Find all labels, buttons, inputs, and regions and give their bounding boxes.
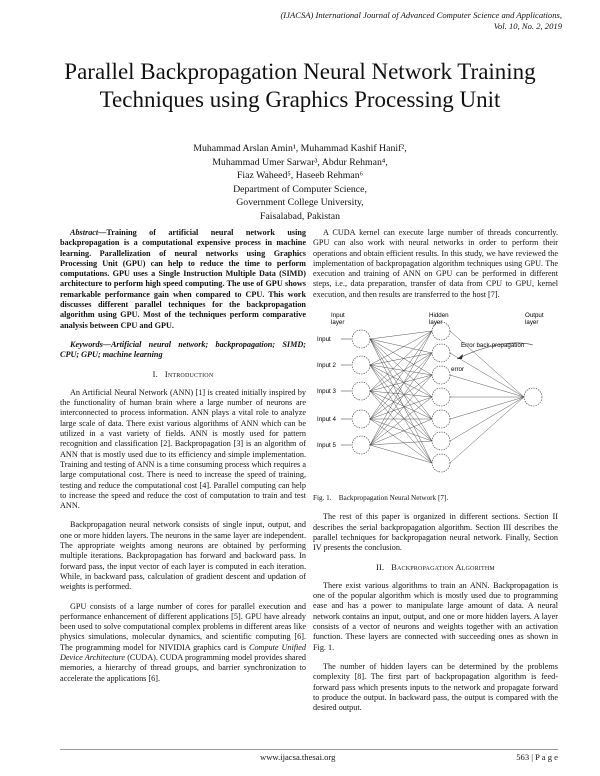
title-line-1: Parallel Backpropagation Neural Network Training — [64, 59, 536, 84]
input-hidden-edge — [370, 353, 432, 445]
section-title-2: Backpropagation Algorithm — [391, 562, 495, 572]
input-label: Input 4 — [317, 416, 336, 424]
input-label: Input 5 — [317, 442, 336, 450]
input-hidden-edge — [370, 391, 432, 463]
page-footer — [60, 752, 558, 766]
input-hidden-edge — [370, 397, 432, 419]
keywords-text: Artificial neural network; backpropagation; SIMD; CPU; GPU; machine learning — [60, 339, 306, 360]
hidden-layer-label-line1: Hidden — [429, 312, 449, 320]
right-column — [313, 228, 558, 722]
hidden-neuron — [432, 410, 450, 428]
section-heading-backprop — [313, 563, 558, 573]
hidden-output-edge — [450, 353, 524, 397]
title-line-2: Techniques using Graphics Processing Unit — [99, 87, 501, 112]
abstract-label: Abstract— — [70, 228, 107, 237]
input-hidden-edge — [370, 391, 432, 419]
input-neuron — [352, 356, 370, 374]
input-hidden-edge — [370, 365, 432, 463]
section-title: Introduction — [164, 369, 214, 379]
hidden-neuron — [432, 454, 450, 472]
intro-paragraph-1: An Artificial Neural Network (ANN) [1] is created initially inspired by the functionality of human brain where a large number of neurons are interconnected to process information. ANN plays a vital role to analyze large scale of data. There exist various algorithms of ANN which can be utilized in a vast variety of fields. ANN is mostly used for pattern recognition and classification [2]. Backpropagation [3] is an algorithm of ANN that is mostly used due to its efficiency and simple implementation. Training and testing of ANN is a time consuming process which requires a large computational cost. There is need to increase the speed of training, testing and reduce the computational cost [4]. Parallel computing can help to increase the speed and reduce the cost of computation to train and test ANN. — [60, 387, 306, 511]
section-heading-introduction — [60, 370, 306, 380]
right-paragraph-1: A CUDA kernel can execute large number of threads concurrently. GPU can also work with neural networks in order to perform their operations and obtain efficient results. In this study, we have reviewed the implementation of backpropagation algorithm techniques using GPU. The execution and training of ANN on GPU can be performed in different steps, i.e., data preparation, transfer of data from CPU to GPU, kernel execution, and then results are transferred to the host [7]. — [313, 228, 558, 299]
authors-line-3: Fiaz Waheed⁵, Haseeb Rehman⁶ — [236, 170, 364, 182]
intro-p3-part-c: (CUDA). CUDA programming model provides shared memories, a hierarchy of thread groups, and barrier synchronization to accelerate the applications [6]. — [60, 652, 307, 683]
intro-paragraph-2: Backpropagation neural network consists of single input, output, and one or more hidden layers. The neurons in the same layer are independent. The appropriate weights among neurons are obtained by performing multiple iterations. Backpropagation has forward and backward pass. In forward pass, the input vector of each layer is computed in each iteration. While, in backward pass, calculation of gradient descent and updation of weights is performed. — [60, 520, 306, 592]
hidden-neuron — [432, 344, 450, 362]
page-number: 563 | P a g e — [516, 752, 558, 762]
paper-title — [40, 58, 560, 114]
output-layer-label-line2: layer — [525, 319, 539, 327]
hidden-output-edge — [450, 397, 524, 419]
input-labels — [317, 336, 351, 449]
hidden-output-edge — [450, 375, 524, 397]
input-label: Input — [317, 336, 331, 344]
output-layer-label — [525, 312, 544, 326]
backprop-network-figure — [311, 309, 559, 489]
footer-url[interactable]: www.ijacsa.thesai.org — [260, 752, 336, 762]
intro-paragraph-3 — [60, 602, 306, 684]
hidden-neuron — [432, 432, 450, 450]
input-hidden-edge — [370, 445, 432, 463]
input-hidden-edge — [370, 331, 432, 391]
input-neuron — [352, 330, 370, 348]
error-backprop-label: Error back-propagation — [461, 342, 525, 350]
left-column — [60, 228, 306, 693]
section-number: I. — [152, 369, 158, 379]
input-label: Input 2 — [317, 362, 336, 370]
affiliation-dept: Department of Computer Science, — [233, 183, 367, 195]
section-number-2: II. — [376, 562, 385, 572]
input-layer-label-line2: layer — [331, 319, 345, 327]
input-neuron — [352, 410, 370, 428]
keywords-label: Keywords— — [70, 339, 111, 349]
right-paragraph-3: There exist various algorithms to train an ANN. Backpropagation is one of the popular algorithm which is mostly used due to programming ease and has a power to manipulate large amount of data. A neural network contains an input, output, and one or more hidden layers. A layer consists of a vector of neurons and weights together with an activation function. These layers are connected with succeeding ones as shown in Fig. 1. — [313, 580, 558, 652]
hidden-output-edge — [450, 331, 524, 397]
output-neuron — [524, 388, 542, 406]
figure-caption: Fig. 1. Backpropagation Neural Network [7]. — [313, 494, 449, 503]
abstract-text: Training of artificial neural network using backpropagation is a computational expensive process in machine learning. Parallelization of neural networks using Graphics Processing Unit (GPU) can help to reduce the time to perform computations. GPU uses a Single Instruction Multiple Data (SIMD) architecture to perform high speed computing. The use of GPU shows remarkable performance gain when compared to CPU. This work discusses different parallel techniques for the backpropagation algorithm using GPU. Most of the techniques perform comparative analysis between CPU and GPU. — [60, 228, 306, 330]
error-node-label: error — [451, 366, 465, 374]
hidden-output-edge — [450, 397, 524, 441]
authors-line-2: Muhammad Umer Sarwar³, Abdur Rehman⁴, — [212, 156, 388, 168]
right-paragraph-4: The number of hidden layers can be determined by the problems complexity [8]. The first part of backpropagation algorithm is feed-forward pass which presents inputs to the network and propagate forward to produce the output. In backward pass, the output is compared with the desired output. — [313, 661, 558, 713]
journal-name: (IJACSA) International Journal of Advanced Computer Science and Applications, — [280, 10, 562, 20]
affiliation-city: Faisalabad, Pakistan — [260, 210, 340, 222]
input-neuron — [352, 436, 370, 454]
journal-volume: Vol. 10, No. 2, 2019 — [493, 21, 562, 31]
input-layer-label-line1: Input — [331, 312, 345, 320]
input-layer-label — [331, 312, 345, 326]
affiliation-univ: Government College University, — [236, 197, 364, 209]
input-neuron — [352, 382, 370, 400]
authors-line-1: Muhammad Arslan Amin¹, Muhammad Kashif Hanif², — [193, 143, 407, 154]
input-hidden-edge — [370, 331, 432, 339]
author-block — [140, 142, 460, 224]
input-hidden-edge — [370, 375, 432, 419]
hidden-neuron — [432, 366, 450, 384]
journal-header — [182, 10, 562, 32]
right-paragraph-2: The rest of this paper is organized in different sections. Section II describes the serial backpropagation algorithm. Section III describes the parallel techniques for backpropagation neural network. Finally, Section IV presents the conclusion. — [313, 512, 558, 553]
input-hidden-edge — [370, 391, 432, 441]
hidden-neuron — [432, 388, 450, 406]
intro-p3-italic: Compute Unified Device Architecture — [60, 642, 306, 662]
intro-p3-part-a: GPU consists of a large number of cores for parallel execution and performance enhancement of different applications [5]. GPU have already been used to solve computational complex problems in different areas like physics simulations, molecular dynamics, and scientific computing [6]. The programming model for NIVIDIA graphics card is — [60, 601, 306, 652]
footer-rule — [60, 749, 558, 750]
input-label: Input 3 — [317, 388, 336, 396]
input-hidden-edge — [370, 353, 432, 419]
hidden-output-edge — [450, 397, 524, 463]
output-layer-label-line1: Output — [525, 312, 544, 320]
abstract — [60, 228, 306, 331]
hidden-layer-label-line2: layer — [429, 319, 443, 327]
keywords — [60, 340, 306, 361]
input-hidden-edge — [370, 365, 432, 441]
